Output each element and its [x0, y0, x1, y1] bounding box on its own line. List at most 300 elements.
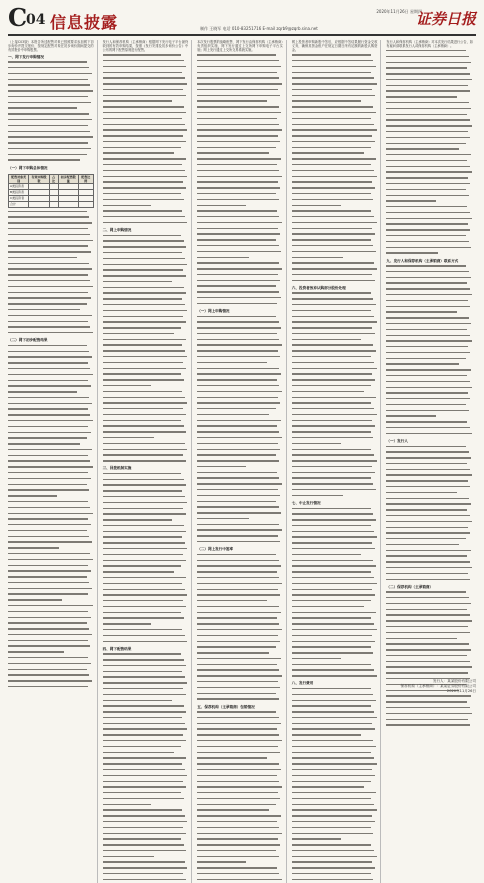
text-line: [386, 486, 473, 490]
text-line: [197, 339, 283, 343]
text-line: [8, 125, 94, 129]
text-line: [103, 344, 189, 348]
text-line: [8, 113, 94, 117]
text-line: [197, 158, 283, 162]
text-line: [197, 449, 283, 453]
underwriter-signature: 保荐机构（主承销商）：某某证券股份有限公司: [400, 684, 476, 688]
text-line: [8, 362, 94, 366]
column-subhead: （二）网下初步配售结果: [8, 338, 48, 343]
text-line: [292, 623, 378, 627]
text-line: [103, 176, 189, 180]
text-line: [103, 600, 189, 604]
text-line: [386, 119, 473, 123]
text-line: [292, 815, 378, 819]
text-line: [292, 193, 378, 197]
text-line: [103, 513, 189, 517]
table-header-row: [9, 174, 94, 183]
text-line: [8, 663, 94, 667]
text-line: [292, 711, 378, 715]
issue-date: 2020年11月26日 星期四: [376, 9, 422, 14]
text-line: [103, 54, 189, 58]
text-line: [8, 541, 94, 545]
text-line: [103, 612, 189, 616]
text-line: [8, 599, 94, 603]
text-line: [103, 316, 189, 320]
text-line: [103, 124, 189, 128]
text-line: [197, 391, 283, 395]
text-line: [292, 763, 378, 767]
text-line: [292, 792, 378, 796]
text-line: [103, 292, 189, 296]
text-line: [8, 309, 94, 313]
text-line: [292, 769, 378, 773]
text-line: [386, 288, 473, 292]
text-line: [103, 443, 189, 447]
text-line: [8, 90, 94, 94]
text-line: [103, 867, 189, 871]
text-line: [8, 651, 94, 655]
text-line: [386, 375, 473, 379]
text-line: [386, 527, 473, 531]
text-line: [8, 524, 94, 528]
text-line: [197, 77, 283, 81]
column-subhead: 八、发行费用: [291, 681, 314, 686]
text-line: [197, 512, 283, 516]
text-line: [292, 652, 378, 656]
text-line: [386, 125, 473, 129]
text-line: [292, 472, 378, 476]
text-line: [292, 740, 378, 744]
text-line: [197, 664, 283, 668]
column-intro: 网上投资者申购新股中签后，应根据中签结果履行资金交收义务，确保其资金账户在规定日期日终有足额的新股认购资金。: [291, 40, 378, 53]
text-line: [103, 694, 189, 698]
body-text: [103, 235, 189, 465]
text-line: [197, 717, 283, 721]
text-line: [292, 856, 378, 860]
text-line: [292, 542, 378, 546]
text-line: [386, 666, 473, 670]
text-line: [103, 554, 189, 558]
text-line: [292, 548, 378, 552]
text-line: [386, 329, 473, 333]
text-line: [8, 460, 94, 464]
text-line: [197, 804, 283, 808]
text-line: [292, 187, 378, 191]
text-line: [197, 554, 283, 558]
text-line: [292, 124, 378, 128]
text-line: [386, 166, 473, 170]
text-line: [103, 135, 189, 139]
text-line: [103, 786, 189, 790]
text-line: [103, 356, 189, 360]
body-text: [386, 265, 473, 437]
text-line: [292, 164, 378, 168]
text-line: [197, 769, 283, 773]
table-cell: C类投资者: [9, 195, 29, 201]
text-line: [292, 66, 378, 70]
text-line: [386, 603, 473, 607]
text-line: [197, 431, 283, 435]
text-line: [292, 431, 378, 435]
text-line: [103, 757, 189, 761]
text-line: [8, 634, 94, 638]
text-line: [386, 707, 473, 711]
text-line: [103, 879, 189, 883]
text-line: [8, 280, 94, 284]
text-line: [8, 303, 94, 307]
text-line: [197, 861, 283, 865]
text-line: [386, 195, 473, 199]
text-line: [103, 321, 189, 325]
text-line: [386, 421, 473, 425]
text-line: [8, 385, 94, 389]
text-line: [197, 233, 283, 237]
text-line: [292, 373, 378, 377]
text-line: [103, 821, 189, 825]
text-line: [103, 548, 189, 552]
text-line: [103, 531, 189, 535]
newspaper-logo: 证券日报: [415, 10, 476, 28]
text-line: [8, 216, 94, 220]
column-intro: 发行人和保荐机构（主承销商）对本次发行结果进行公告，如有疑问请联系发行人或保荐机构（主承销商）。: [386, 40, 473, 49]
text-line: [386, 538, 473, 542]
body-text: [292, 54, 378, 284]
text-line: [292, 560, 378, 564]
text-line: [197, 54, 283, 58]
text-line: [103, 502, 189, 506]
text-line: [103, 246, 189, 250]
text-line: [292, 669, 378, 673]
text-line: [103, 479, 189, 483]
text-line: [103, 100, 189, 104]
text-line: [197, 118, 283, 122]
text-line: [292, 519, 378, 523]
text-line: [292, 688, 378, 692]
body-text: [8, 61, 94, 163]
text-line: [8, 345, 94, 349]
text-line: [386, 363, 473, 367]
text-line: [103, 809, 189, 813]
text-line: [292, 646, 378, 650]
column-subhead: 一、网下发行申购情况: [8, 54, 44, 59]
text-line: [197, 141, 283, 145]
text-line: [8, 669, 94, 673]
text-line: [103, 659, 189, 663]
text-line: [386, 137, 473, 141]
text-line: [197, 239, 283, 243]
text-line: [8, 565, 94, 569]
text-line: [103, 339, 189, 343]
text-line: [386, 206, 473, 210]
text-line: [197, 321, 283, 325]
text-line: [292, 723, 378, 727]
text-line: [292, 245, 378, 249]
text-line: [386, 474, 473, 478]
text-line: [8, 617, 94, 621]
text-line: [292, 525, 378, 529]
text-line: [103, 269, 189, 273]
text-line: [292, 536, 378, 540]
text-line: [386, 247, 473, 251]
text-line: [386, 323, 473, 327]
text-line: [386, 177, 473, 181]
text-line: [292, 408, 378, 412]
text-line: [386, 591, 473, 595]
text-line: [103, 653, 189, 657]
text-line: [386, 73, 473, 77]
text-line: [8, 61, 94, 65]
text-line: [103, 635, 189, 639]
text-line: [386, 410, 473, 414]
text-line: [197, 373, 283, 377]
table-cell: 合计: [9, 201, 29, 207]
text-line: [386, 311, 473, 315]
text-line: [292, 554, 378, 558]
text-line: [292, 391, 378, 395]
column-intro: （上接C03版）本报告所述配售对象已按照要求参加网下初步询价并提交报价，按规定配售对象在初步询价期间提交的有效报价中申购股票。: [8, 40, 94, 53]
text-line: [292, 775, 378, 779]
text-line: [197, 752, 283, 756]
text-line: [386, 235, 473, 239]
signature-date: 2020年11月26日: [446, 689, 476, 693]
text-line: [292, 199, 378, 203]
text-line: [197, 199, 283, 203]
text-line: [103, 746, 189, 750]
text-line: [103, 72, 189, 76]
text-line: [197, 623, 283, 627]
text-line: [197, 205, 283, 209]
text-line: [386, 469, 473, 473]
text-line: [197, 786, 283, 790]
text-line: [386, 521, 473, 525]
text-line: [292, 158, 378, 162]
text-line: [103, 606, 189, 610]
text-line: [292, 746, 378, 750]
text-line: [292, 873, 378, 877]
text-line: [103, 873, 189, 877]
text-line: [292, 106, 378, 110]
text-line: [386, 114, 473, 118]
text-line: [8, 680, 94, 684]
text-line: [386, 672, 473, 676]
text-line: [197, 187, 283, 191]
text-line: [8, 449, 94, 453]
text-line: [8, 286, 94, 290]
text-line: [386, 597, 473, 601]
text-line: [197, 112, 283, 116]
column-subhead: （二）网上发行中签率: [197, 547, 234, 552]
text-line: [197, 344, 283, 348]
text-line: [8, 96, 94, 100]
text-line: [8, 513, 94, 517]
text-line: [292, 420, 378, 424]
text-line: [292, 508, 378, 512]
text-line: [103, 844, 189, 848]
text-line: [386, 643, 473, 647]
text-line: [103, 833, 189, 837]
text-line: [197, 268, 283, 272]
text-line: [8, 136, 94, 140]
text-line: [8, 315, 94, 319]
text-line: [292, 385, 378, 389]
text-line: [8, 397, 94, 401]
text-line: [386, 719, 473, 723]
text-line: [386, 265, 473, 269]
body-text: [103, 54, 189, 226]
text-line: [292, 141, 378, 145]
text-line: [103, 473, 189, 477]
text-line: [103, 705, 189, 709]
text-line: [103, 565, 189, 569]
text-line: [197, 541, 283, 545]
text-line: [197, 333, 283, 337]
text-line: [8, 245, 94, 249]
text-line: [386, 492, 473, 496]
text-line: [8, 576, 94, 580]
text-line: [386, 555, 473, 559]
text-line: [386, 340, 473, 344]
text-line: [103, 437, 189, 441]
text-line: [386, 229, 473, 233]
body-text: [103, 473, 189, 645]
text-line: [8, 274, 94, 278]
text-line: [197, 414, 283, 418]
text-line: [292, 513, 378, 517]
text-line: [103, 304, 189, 308]
text-line: [197, 262, 283, 266]
text-line: [103, 671, 189, 675]
editor-contact: 制作 王晓军 电话 010-83251716 E-mail zqrb9@zqrb.sina.net: [200, 26, 318, 31]
text-line: [197, 646, 283, 650]
text-line: [386, 392, 473, 396]
text-line: [8, 351, 94, 355]
text-line: [103, 850, 189, 854]
column-subhead: （一）网上申购情况: [197, 308, 230, 313]
body-text: [386, 446, 473, 583]
text-line: [197, 763, 283, 767]
text-line: [8, 466, 94, 470]
text-line: [386, 62, 473, 66]
column-subhead: 五、保荐机构（主承销商）包销情况: [197, 704, 255, 709]
text-line: [103, 397, 189, 401]
text-line: [386, 223, 473, 227]
text-line: [8, 489, 94, 493]
text-line: [197, 571, 283, 575]
text-line: [8, 420, 94, 424]
text-line: [197, 135, 283, 139]
text-line: [197, 170, 283, 174]
text-line: [292, 339, 378, 343]
text-line: [197, 501, 283, 505]
text-line: [103, 617, 189, 621]
column-3: [197, 40, 287, 883]
text-line: [197, 867, 283, 871]
text-line: [292, 443, 378, 447]
table-header-cell: 占比: [49, 174, 58, 183]
text-line: [8, 222, 94, 226]
text-line: [292, 635, 378, 639]
issuer-signature: 发行人：某某股份有限公司: [432, 679, 476, 683]
text-line: [103, 170, 189, 174]
text-line: [292, 205, 378, 209]
text-line: [292, 489, 378, 493]
text-line: [292, 617, 378, 621]
text-line: [103, 193, 189, 197]
text-line: [292, 844, 378, 848]
text-line: [292, 274, 378, 278]
text-line: [103, 717, 189, 721]
text-line: [386, 713, 473, 717]
text-line: [292, 77, 378, 81]
text-line: [386, 56, 473, 60]
text-line: [292, 827, 378, 831]
text-line: [103, 676, 189, 680]
column-1: [8, 40, 98, 883]
text-line: [8, 67, 94, 71]
text-line: [103, 815, 189, 819]
text-line: [292, 606, 378, 610]
text-line: [197, 600, 283, 604]
text-line: [292, 54, 378, 58]
text-line: [197, 781, 283, 785]
text-line: [103, 373, 189, 377]
text-line: [197, 687, 283, 691]
text-line: [197, 362, 283, 366]
text-line: [197, 420, 283, 424]
body-text: [292, 292, 378, 499]
text-line: [386, 294, 473, 298]
text-line: [197, 629, 283, 633]
text-line: [197, 129, 283, 133]
text-line: [103, 484, 189, 488]
text-line: [292, 129, 378, 133]
text-line: [197, 425, 283, 429]
text-line: [103, 752, 189, 756]
text-line: [292, 327, 378, 331]
text-line: [8, 570, 94, 574]
allocation-table: [8, 174, 94, 208]
text-line: [292, 804, 378, 808]
text-line: [197, 641, 283, 645]
text-line: [292, 629, 378, 633]
text-line: [103, 275, 189, 279]
text-line: [197, 454, 283, 458]
text-line: [8, 455, 94, 459]
text-line: [8, 605, 94, 609]
page-letter: C: [8, 3, 28, 32]
text-line: [103, 454, 189, 458]
text-line: [103, 118, 189, 122]
text-line: [103, 106, 189, 110]
text-line: [197, 669, 283, 673]
text-line: [292, 583, 378, 587]
body-text: [292, 688, 378, 883]
text-line: [386, 189, 473, 193]
column-subhead: （一）发行人: [386, 438, 408, 443]
text-line: [386, 300, 473, 304]
text-line: [103, 763, 189, 767]
text-line: [197, 577, 283, 581]
text-line: [8, 408, 94, 412]
text-line: [103, 327, 189, 331]
text-line: [197, 297, 283, 301]
text-line: [103, 350, 189, 354]
text-line: [292, 333, 378, 337]
text-line: [103, 333, 189, 337]
text-line: [292, 675, 378, 679]
text-line: [292, 402, 378, 406]
body-text: [197, 54, 283, 307]
